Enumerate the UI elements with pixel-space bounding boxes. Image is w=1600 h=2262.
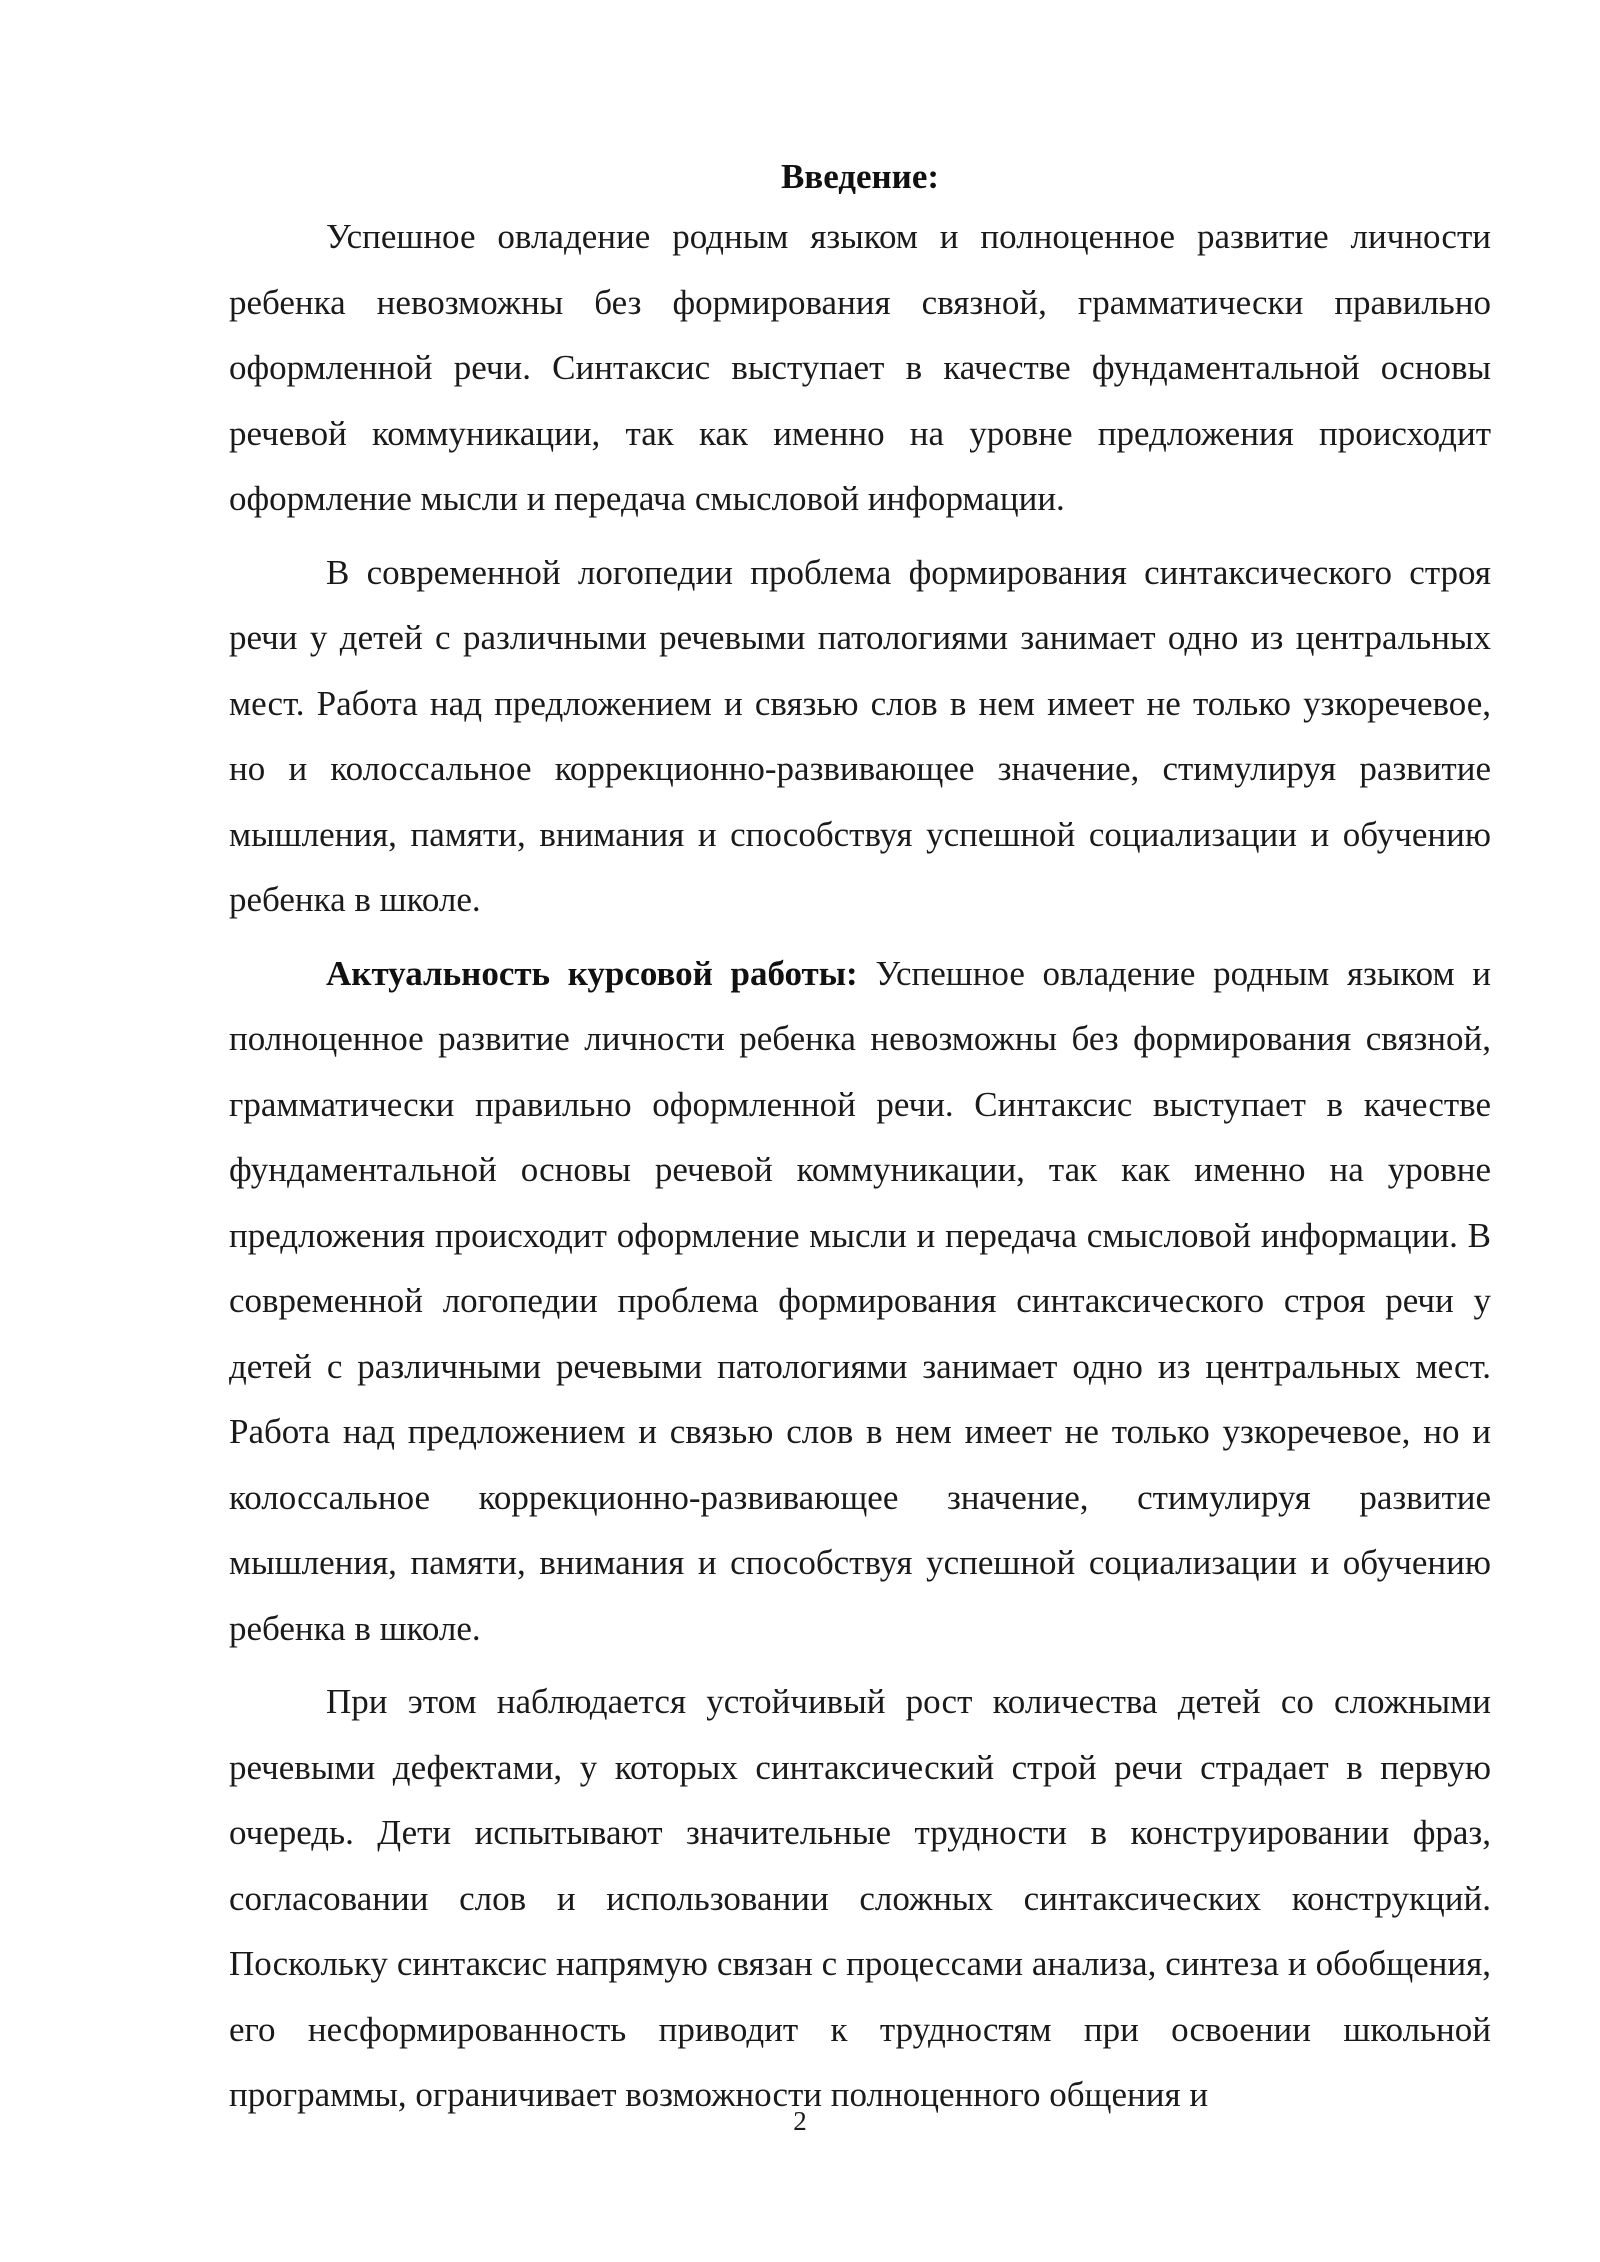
paragraph-intro: Успешное овладение родным языком и полноценное развитие личности ребенка невозможны без формирования связной, грамматически правильно оформленной речи. Синтаксис выступает в качестве фундаментальной основы речевой коммуникации, так как именно на уровне предложения происходит оформление мысли и передача смысловой информации. (229, 217, 1491, 518)
page-number: 2 (793, 2106, 807, 2136)
relevance-lead: Актуальность курсовой работы: (326, 953, 858, 993)
page-body (229, 150, 1491, 2136)
section-heading: Введение: (780, 157, 940, 196)
paragraph-logopedics: В современной логопедии проблема формирования синтаксического строя речи у детей с различными речевыми патологиями занимает одно из центральных мест. Работа над предложением и связью слов в нем имеет не только узкоречевое, но и колоссальное коррекционно-развивающее значение, стимулируя развитие мышления, памяти, внимания и способствуя успешной социализации и обучению ребенка в школе. (229, 552, 1491, 919)
relevance-text: Успешное овладение родным языком и полноценное развитие личности ребенка невозможны без формирования связной, грамматически правильно оформленной речи. Синтаксис выступает в качестве фундаментальной основы речевой коммуникации, так как именно на уровне предложения происходит оформление мысли и передача смысловой информации. В современной логопедии проблема формирования синтаксического строя речи у детей с различными речевыми патологиями занимает одно из центральных мест. Работа над предложением и связью слов в нем имеет не только узкоречевое, но и колоссальное коррекционно-развивающее значение, стимулируя развитие мышления, памяти, внимания и способствуя успешной социализации и обучению ребенка в школе. (229, 953, 1491, 1648)
paragraph-growth: При этом наблюдается устойчивый рост количества детей со сложными речевыми дефектами, у которых синтаксический строй речи страдает в первую очередь. Дети испытывают значительные трудности в конструировании фраз, согласовании слов и использовании сложных синтаксических конструкций. Поскольку синтаксис напрямую связан с процессами анализа, синтеза и обобщения, его несформированность приводит к трудностям при освоении школьной программы, ограничивает возможности полноценного общения и (229, 1682, 1491, 2114)
paragraph-relevance (229, 941, 1491, 1662)
